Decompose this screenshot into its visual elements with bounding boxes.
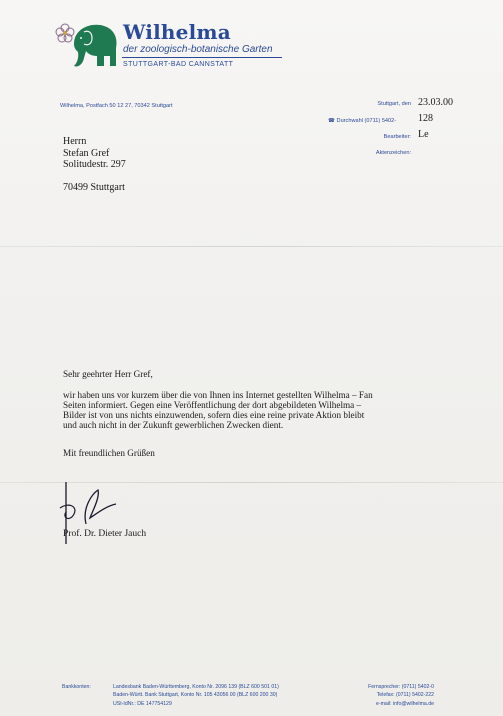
- brand-subtitle: der zoologisch-botanische Garten: [123, 44, 273, 55]
- footer-bank-label: Bankkonten:: [62, 684, 91, 690]
- paragraph-line: und auch nicht in der Zukunft gewerblichen Zwecken dient.: [63, 420, 284, 430]
- closing: Mit freundlichen Grüßen: [63, 448, 155, 458]
- paragraph-line: Bilder ist von uns nichts einzuwenden, sofern dies eine reine private Aktion bleibt: [63, 410, 365, 420]
- recipient-line: Stefan Gref: [63, 147, 110, 159]
- salutation: Sehr geehrter Herr Gref,: [63, 369, 153, 379]
- paragraph-line: wir haben uns vor kurzem über die von Ihnen ins Internet gestellten Wilhelma – Fan: [63, 390, 373, 400]
- recipient-line: Solitudestr. 297: [63, 159, 126, 170]
- phone-label-row: [328, 118, 396, 124]
- brand-divider: [122, 57, 282, 58]
- reference-label: Aktenzeichen:: [375, 150, 411, 156]
- recipient-line: 70499 Stuttgart: [63, 181, 125, 193]
- handler-label: Bearbeiter:: [383, 134, 411, 140]
- footer-line: Telefax: (0711) 5402-222: [376, 692, 434, 699]
- phone-value: 128: [418, 113, 433, 124]
- footer-contact: [350, 683, 434, 708]
- return-address: Wilhelma, Postfach 50 12 27, 70342 Stuttgart: [60, 103, 173, 109]
- paragraph-line: Seiten informiert. Gegen eine Veröffentlichung der dort abgebildeten Wilhelma –: [63, 400, 362, 410]
- recipient-line: Herrn: [63, 136, 87, 147]
- phone-icon: ☎: [328, 118, 335, 124]
- date-label: Stuttgart, den: [377, 101, 411, 107]
- recipient-address: [63, 136, 126, 193]
- signer-name: Prof. Dr. Dieter Jauch: [63, 529, 147, 539]
- handwritten-signature: [52, 478, 132, 550]
- phone-label: Durchwahl (0711) 5402-: [336, 118, 397, 124]
- brand-city: STUTTGART-BAD CANNSTATT: [123, 61, 234, 68]
- footer-line: e-mail: info@wilhelma.de: [375, 700, 434, 707]
- date-value: 23.03.00: [418, 97, 453, 108]
- paper-fold: [0, 246, 503, 247]
- brand-name: Wilhelma: [123, 20, 231, 44]
- footer-line: Baden-Württ. Bank Stuttgart, Konto Nr. 105 43056 00 (BLZ 600 200 30): [113, 692, 278, 699]
- letter-paragraph: [63, 390, 448, 430]
- footer-line: Fernsprecher: (0711) 5402-0: [368, 684, 434, 690]
- footer-line: Landesbank Baden-Württemberg, Konto Nr. 2096 139 (BLZ 600 501 01): [113, 684, 279, 690]
- footer-line: USt-IdNr.: DE 147754129: [113, 700, 172, 707]
- elephant-flower-logo: [54, 18, 120, 74]
- handler-value: Le: [418, 129, 429, 140]
- footer-bank-details: [113, 683, 279, 708]
